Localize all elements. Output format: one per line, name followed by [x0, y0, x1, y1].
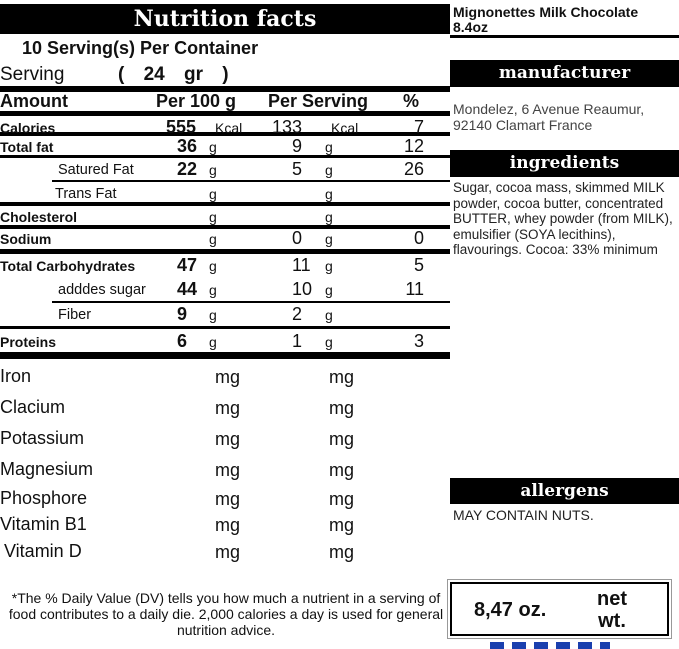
- manufacturer-heading: manufacturer: [450, 60, 679, 87]
- unit-perserving: g: [325, 209, 333, 225]
- unit-perserving: g: [325, 186, 333, 202]
- unit-per100: g: [209, 162, 217, 178]
- unit-perserving: mg: [329, 429, 355, 449]
- nutrition-title: Nutrition facts: [0, 4, 450, 34]
- unit-perserving: mg: [329, 398, 355, 418]
- nutrient-name: Fiber: [58, 307, 92, 323]
- row-rule: [0, 249, 450, 254]
- manufacturer-text: Mondelez, 6 Avenue Reaumur, 92140 Clamart France: [453, 101, 645, 133]
- servings-per-container: 10 Serving(s) Per Container: [22, 38, 259, 58]
- value-perserving: 9: [292, 136, 303, 156]
- nutrient-name: Sodium: [0, 231, 52, 247]
- serving-size: ( 24 gr ): [118, 64, 229, 85]
- row-rule: [0, 326, 450, 329]
- unit-per100: g: [209, 209, 217, 225]
- unit-per100: g: [209, 282, 217, 298]
- col-perserving: Per Serving: [268, 91, 369, 111]
- unit-perserving: g: [325, 258, 333, 274]
- value-perserving: 10: [292, 279, 313, 299]
- unit-per100: mg: [215, 460, 241, 480]
- unit-per100: mg: [215, 429, 241, 449]
- product-name: Mignonettes Milk Chocolate: [453, 4, 639, 20]
- allergens-heading: allergens: [450, 478, 679, 504]
- unit-per100: g: [209, 258, 217, 274]
- unit-per100: mg: [215, 489, 241, 509]
- value-per100: 6: [177, 331, 188, 351]
- nutrient-name: Total Carbohydrates: [0, 258, 136, 274]
- row-rule: [52, 301, 450, 303]
- top-right-rule: [450, 35, 679, 38]
- percent-dv: 12: [403, 136, 424, 156]
- value-per100: 9: [177, 304, 188, 324]
- footnote: [6, 590, 446, 638]
- value-perserving: 133: [272, 117, 303, 137]
- unit-per100: Kcal: [215, 120, 243, 136]
- unit-perserving: g: [325, 231, 333, 247]
- col-amount: Amount: [0, 91, 68, 111]
- mineral-name: Clacium: [0, 397, 66, 417]
- serving-label: Serving: [0, 64, 65, 85]
- unit-per100: g: [209, 139, 217, 155]
- nutrient-name: Cholesterol: [0, 209, 78, 225]
- row-rule: [0, 352, 450, 359]
- unit-perserving: g: [325, 162, 333, 178]
- row-rule: [0, 202, 450, 206]
- value-per100: 22: [177, 159, 198, 179]
- nutrient-name: Satured Fat: [58, 162, 134, 178]
- col-pct: %: [403, 91, 420, 111]
- col-per100: Per 100 g: [156, 91, 237, 111]
- percent-dv: 7: [413, 117, 424, 137]
- net-weight-value: 8,47 oz.: [474, 599, 547, 621]
- ingredients-heading: ingredients: [450, 150, 679, 177]
- mineral-name: Vitamin B1: [0, 514, 87, 534]
- unit-perserving: g: [325, 334, 333, 350]
- percent-dv: 0: [413, 228, 424, 248]
- percent-dv: 5: [413, 255, 424, 275]
- footnote-text: *The % Daily Value (DV) tells you how much a nutrient in a serving of food contributes to a daily die. 2,000 calories a day is used for general nutrition advice.: [8, 590, 444, 638]
- unit-per100: mg: [215, 542, 241, 562]
- nutrient-name: Total fat: [0, 139, 54, 155]
- value-per100: 555: [166, 117, 197, 137]
- value-perserving: 0: [292, 228, 303, 248]
- unit-perserving: mg: [329, 367, 355, 387]
- value-perserving: 1: [292, 331, 303, 351]
- unit-perserving: mg: [329, 460, 355, 480]
- allergens-text: MAY CONTAIN NUTS.: [453, 507, 594, 523]
- nutrient-name: Proteins: [0, 334, 57, 350]
- nutrient-name: adddes sugar: [58, 282, 146, 298]
- unit-per100: g: [209, 307, 217, 323]
- unit-perserving: mg: [329, 542, 355, 562]
- rule: [0, 111, 450, 116]
- unit-perserving: g: [325, 307, 333, 323]
- ingredients-text: Sugar, cocoa mass, skimmed MILK powder, cocoa butter, concentrated BUTTER, whey powder (from MILK), emulsifier (SOYA lecithins), flavourings. Cocoa: 33% minimum: [453, 180, 673, 257]
- percent-dv: 26: [403, 159, 424, 179]
- value-perserving: 5: [292, 159, 303, 179]
- value-perserving: 11: [292, 255, 311, 275]
- mineral-name: Magnesium: [0, 459, 94, 479]
- value-perserving: 2: [292, 304, 303, 324]
- unit-perserving: g: [325, 282, 333, 298]
- unit-per100: g: [209, 334, 217, 350]
- unit-perserving: g: [325, 139, 333, 155]
- net-weight-box: [450, 582, 669, 636]
- barcode-digits-fragment: [490, 642, 610, 649]
- unit-per100: g: [209, 231, 217, 247]
- net-weight-label: net wt.: [597, 588, 627, 632]
- unit-perserving: mg: [329, 489, 355, 509]
- mineral-name: Potassium: [0, 428, 85, 448]
- value-per100: 36: [177, 136, 198, 156]
- mineral-name: Iron: [0, 366, 32, 386]
- unit-perserving: Kcal: [331, 120, 359, 136]
- unit-per100: g: [209, 186, 217, 202]
- unit-per100: mg: [215, 367, 241, 387]
- unit-perserving: mg: [329, 515, 355, 535]
- unit-per100: mg: [215, 398, 241, 418]
- mineral-name: Vitamin D: [4, 541, 82, 561]
- unit-per100: mg: [215, 515, 241, 535]
- product-size: 8.4oz: [453, 19, 489, 35]
- value-per100: 47: [177, 255, 198, 275]
- percent-dv: 11: [405, 279, 424, 299]
- value-per100: 44: [177, 279, 198, 299]
- nutrient-name: Calories: [0, 120, 56, 136]
- nutrient-name: Trans Fat: [55, 186, 117, 202]
- mineral-name: Phosphore: [0, 488, 88, 508]
- percent-dv: 3: [413, 331, 424, 351]
- row-rule: [52, 180, 450, 182]
